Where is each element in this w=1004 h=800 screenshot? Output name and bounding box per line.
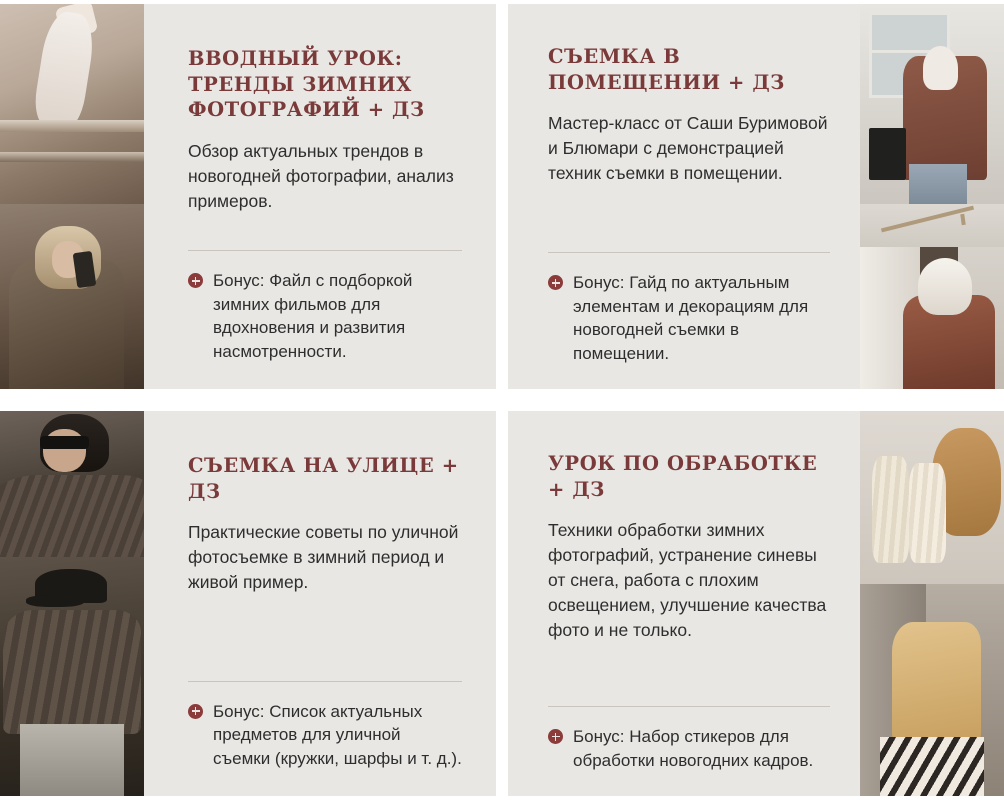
lesson-card-3-description: Практические советы по уличной фотосъемке в зимний период и живой пример. [188,522,459,593]
lesson-card-2-photos [860,4,1004,389]
woman-on-stairs-photo [0,4,144,204]
plus-circle-icon [548,729,563,744]
lesson-card-4-title: УРОК ПО ОБРАБОТКЕ + ДЗ [548,452,818,501]
plus-circle-icon [188,704,203,719]
wall-hook-detail-photo [860,204,1004,246]
lesson-card-4-description: Техники обработки зимних фотографий, устранение синевы от снега, работа с плохим освещением, улучшение качества фото и не только. [548,520,827,640]
lesson-card-1-title: ВВОДНЫЙ УРОК: ТРЕНДЫ ЗИМНИХ ФОТОГРАФИЙ + ДЗ [188,47,425,122]
woman-in-fur-coat-mirror-selfie-photo [0,204,144,389]
fluffy-boots-with-dog-photo [860,411,1004,584]
lesson-card-1-bonus-text: Бонус: Файл с подборкой зимних фильмов для вдохновения и развития насмотренности. [213,271,413,361]
lesson-card-2[interactable] [508,4,1004,389]
lesson-card-4-bonus [548,725,830,772]
lesson-card-1-bonus [188,269,462,363]
lesson-card-4-photos [860,411,1004,796]
lesson-card-4-divider [548,706,830,707]
lesson-card-2-text [508,4,860,389]
lesson-card-4[interactable] [508,411,1004,796]
lesson-card-4-text [508,411,860,796]
woman-in-doorway-veil-photo [860,247,1004,389]
lesson-card-2-bonus-text: Бонус: Гайд по актуальным элементам и декорациям для новогодней съемки в помещении. [573,273,809,363]
plus-circle-icon [188,273,203,288]
spacer [188,214,462,240]
spacer [188,595,462,671]
lesson-card-3-text [144,411,496,796]
lesson-card-1-description: Обзор актуальных трендов в новогодней фотографии, анализ примеров. [188,141,454,211]
lesson-card-3-title: СЪЕМКА НА УЛИЦЕ + ДЗ [188,454,459,503]
lesson-card-2-title: СЪЕМКА В ПОМЕЩЕНИИ + ДЗ [548,45,785,94]
woman-cap-fur-coat-photo [0,557,144,796]
spacer [548,186,830,242]
lesson-card-2-description: Мастер-класс от Саши Буримовой и Блюмари с демонстрацией техник съемки в помещении. [548,113,828,184]
lesson-card-3[interactable] [0,411,496,796]
woman-by-window-brown-coat-photo [860,4,1004,204]
woman-with-beige-scarf-photo [860,584,1004,796]
lesson-card-2-bonus [548,271,830,365]
lesson-card-1-text [144,4,496,389]
lesson-card-3-photos [0,411,144,796]
spacer [548,643,830,696]
woman-sunglasses-fur-coat-photo [0,411,144,557]
lesson-card-2-divider [548,252,830,253]
lesson-card-3-bonus [188,700,462,770]
lesson-card-3-bonus-text: Бонус: Список актуальных предметов для уличной съемки (кружки, шарфы и т. д.). [213,701,462,768]
plus-circle-icon [548,275,563,290]
lesson-card-1[interactable] [0,4,496,389]
lesson-card-3-divider [188,681,462,682]
lesson-card-1-divider [188,250,462,251]
lesson-card-1-photos [0,4,144,389]
lesson-card-4-bonus-text: Бонус: Набор стикеров для обработки новогодних кадров. [573,727,814,770]
